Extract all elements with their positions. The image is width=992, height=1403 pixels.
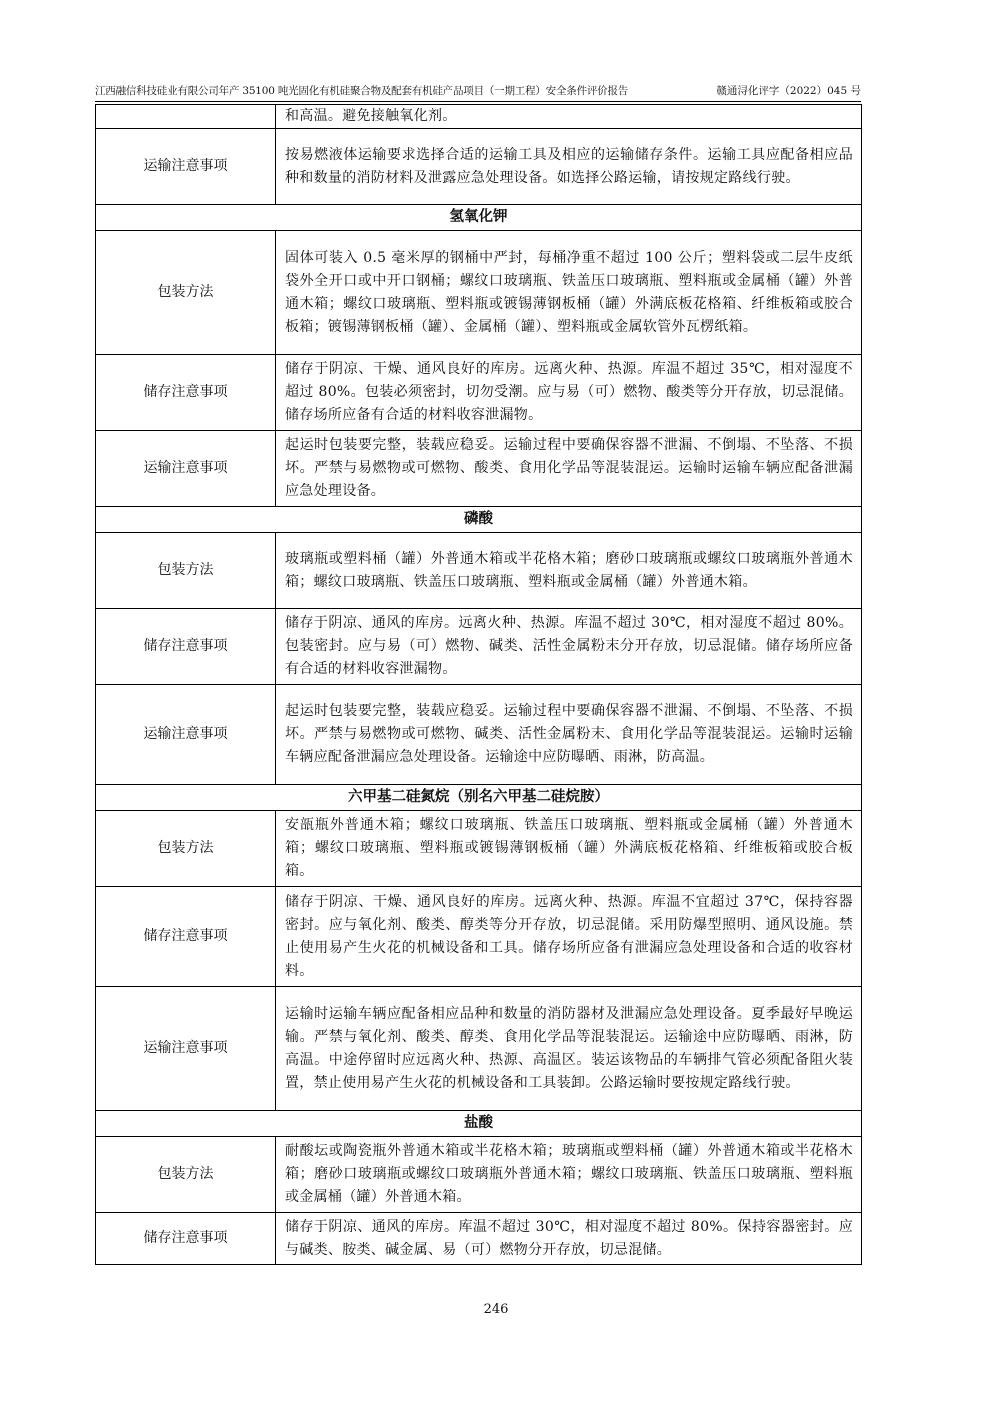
row-content: 储存于阴凉、通风的库房。远离火种、热源。库温不超过 30℃，相对湿度不超过 80%。包装密封。应与易（可）燃物、碱类、活性金属粉末分开存放，切忌混储。储存场所应备有合适的材料收容泄漏物。 [276, 609, 862, 685]
table-row [96, 811, 862, 887]
row-label: 储存注意事项 [96, 355, 276, 431]
row-content: 运输时运输车辆应配备相应品种和数量的消防器材及泄漏应急处理设备。夏季最好早晚运输。严禁与氧化剂、酸类、醇类、食用化学品等混装混运。运输途中应防曝晒、雨淋，防高温。中途停留时应远离火种、热源、高温区。装运该物品的车辆排气管必须配备阻火装置，禁止使用易产生火花的机械设备和工具装卸。公路运输时要按规定路线行驶。 [276, 987, 862, 1111]
row-label [96, 105, 276, 129]
table-row [96, 1137, 862, 1213]
section-title: 氢氧化钾 [96, 205, 862, 231]
table-row [96, 987, 862, 1111]
table-row [96, 431, 862, 507]
section-title-row [96, 1111, 862, 1137]
row-label: 包装方法 [96, 533, 276, 609]
section-title: 磷酸 [96, 507, 862, 533]
section-title: 盐酸 [96, 1111, 862, 1137]
page-number: 246 [483, 1302, 509, 1317]
section-title-row [96, 205, 862, 231]
table-row [96, 685, 862, 785]
chemical-info-table [95, 104, 861, 1265]
table-row [96, 231, 862, 355]
table-row [96, 1213, 862, 1265]
row-label: 包装方法 [96, 811, 276, 887]
row-label: 储存注意事项 [96, 887, 276, 987]
section-title-row [96, 785, 862, 811]
page-header [95, 83, 861, 102]
row-label: 运输注意事项 [96, 987, 276, 1111]
header-report-title: 江西融信科技硅业有限公司年产 35100 吨光固化有机硅聚合物及配套有机硅产品项目（一期工程）安全条件评价报告 [95, 85, 629, 97]
table-row [96, 533, 862, 609]
table-row [96, 105, 862, 129]
row-label: 运输注意事项 [96, 129, 276, 205]
row-content: 和高温。避免接触氧化剂。 [276, 105, 862, 129]
row-label: 包装方法 [96, 231, 276, 355]
section-title-row [96, 507, 862, 533]
table-row [96, 609, 862, 685]
section-title: 六甲基二硅氮烷（别名六甲基二硅烷胺） [96, 785, 862, 811]
row-content: 储存于阴凉、干燥、通风良好的库房。远离火种、热源。库温不宜超过 37℃，保持容器密封。应与氧化剂、酸类、醇类等分开存放，切忌混储。采用防爆型照明、通风设施。禁止使用易产生火花的机械设备和工具。储存场所应备有泄漏应急处理设备和合适的收容材料。 [276, 887, 862, 987]
row-content: 玻璃瓶或塑料桶（罐）外普通木箱或半花格木箱；磨砂口玻璃瓶或螺纹口玻璃瓶外普通木箱；螺纹口玻璃瓶、铁盖压口玻璃瓶、塑料瓶或金属桶（罐）外普通木箱。 [276, 533, 862, 609]
row-label: 包装方法 [96, 1137, 276, 1213]
row-content: 起运时包装要完整，装载应稳妥。运输过程中要确保容器不泄漏、不倒塌、不坠落、不损坏。严禁与易燃物或可燃物、碱类、活性金属粉末、食用化学品等混装混运。运输时运输车辆应配备泄漏应急处理设备。运输途中应防曝晒、雨淋，防高温。 [276, 685, 862, 785]
table-row [96, 355, 862, 431]
row-content: 安瓿瓶外普通木箱；螺纹口玻璃瓶、铁盖压口玻璃瓶、塑料瓶或金属桶（罐）外普通木箱；螺纹口玻璃瓶、塑料瓶或镀锡薄钢板桶（罐）外满底板花格箱、纤维板箱或胶合板箱。 [276, 811, 862, 887]
row-content: 储存于阴凉、通风的库房。库温不超过 30℃，相对湿度不超过 80%。保持容器密封。应与碱类、胺类、碱金属、易（可）燃物分开存放，切忌混储。 [276, 1213, 862, 1265]
row-label: 运输注意事项 [96, 431, 276, 507]
row-content: 起运时包装要完整，装载应稳妥。运输过程中要确保容器不泄漏、不倒塌、不坠落、不损坏。严禁与易燃物或可燃物、酸类、食用化学品等混装混运。运输时运输车辆应配备泄漏应急处理设备。 [276, 431, 862, 507]
row-content: 按易燃液体运输要求选择合适的运输工具及相应的运输储存条件。运输工具应配备相应品种和数量的消防材料及泄露应急处理设备。如选择公路运输，请按规定路线行驶。 [276, 129, 862, 205]
header-report-number: 赣通浔化评字（2022）045 号 [716, 85, 861, 97]
row-content: 固体可装入 0.5 毫米厚的钢桶中严封，每桶净重不超过 100 公斤；塑料袋或二层牛皮纸袋外全开口或中开口钢桶；螺纹口玻璃瓶、铁盖压口玻璃瓶、塑料瓶或金属桶（罐）外普通木箱；螺纹口玻璃瓶、塑料瓶或镀锡薄钢板桶（罐）外满底板花格箱、纤维板箱或胶合板箱；镀锡薄钢板桶（罐）、金属桶（罐）、塑料瓶或金属软管外瓦楞纸箱。 [276, 231, 862, 355]
table-row [96, 129, 862, 205]
row-content: 耐酸坛或陶瓷瓶外普通木箱或半花格木箱；玻璃瓶或塑料桶（罐）外普通木箱或半花格木箱；磨砂口玻璃瓶或螺纹口玻璃瓶外普通木箱；螺纹口玻璃瓶、铁盖压口玻璃瓶、塑料瓶或金属桶（罐）外普通木箱。 [276, 1137, 862, 1213]
row-label: 储存注意事项 [96, 609, 276, 685]
row-label: 运输注意事项 [96, 685, 276, 785]
table-row [96, 887, 862, 987]
row-label: 储存注意事项 [96, 1213, 276, 1265]
row-content: 储存于阴凉、干燥、通风良好的库房。远离火种、热源。库温不超过 35℃，相对湿度不超过 80%。包装必须密封，切勿受潮。应与易（可）燃物、酸类等分开存放，切忌混储。储存场所应备有合适的材料收容泄漏物。 [276, 355, 862, 431]
